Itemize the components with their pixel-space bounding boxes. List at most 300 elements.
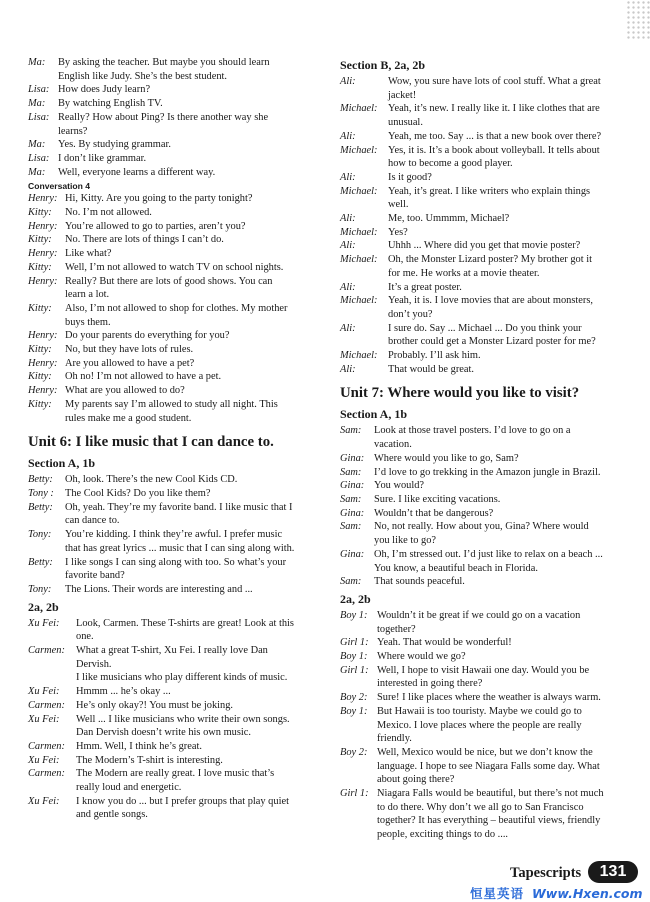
- speaker-name: Henry:: [28, 193, 58, 205]
- dialogue-line: [340, 466, 640, 480]
- speaker-name: [28, 288, 65, 302]
- dialogue-text: I sure do. Say ... Michael ... Do you think your: [388, 322, 582, 334]
- dialogue-block: [340, 75, 640, 376]
- speaker-name: Michael:: [340, 350, 378, 362]
- speaker-name: [340, 116, 388, 130]
- speaker-name: Michael:: [340, 226, 378, 238]
- dialogue-line: [28, 192, 328, 206]
- speaker-name: Xu Fei:: [28, 754, 60, 766]
- speaker-name: [340, 623, 377, 637]
- speaker-name: Boy 1:: [340, 705, 368, 717]
- dialogue-line: [28, 808, 328, 822]
- dialogue-line: [28, 795, 328, 809]
- dialogue-line: [28, 384, 328, 398]
- dialogue-line: [340, 253, 640, 267]
- dialogue-text: Uhhh ... Where did you get that movie poster?: [388, 240, 581, 252]
- dialogue-text: Well ... I like musicians who write their own songs.: [76, 713, 290, 725]
- dialogue-line: [28, 569, 328, 583]
- speaker-name: [340, 719, 377, 733]
- speaker-name: Kitty:: [28, 302, 52, 314]
- dialogue-line: [340, 732, 640, 746]
- dialogue-text: jacket!: [388, 89, 417, 101]
- speaker-name: [340, 677, 377, 691]
- dialogue-text: Hmmm ... he’s okay ...: [76, 686, 171, 698]
- dialogue-line: [28, 713, 328, 727]
- dialogue-text: The Modern are really great. I love music that’s: [76, 768, 275, 780]
- speaker-name: [28, 569, 65, 583]
- speaker-name: Sam:: [340, 425, 362, 437]
- dialogue-text: well.: [388, 199, 409, 211]
- speaker-name: Henry:: [28, 248, 58, 260]
- speaker-name: Gina:: [340, 452, 365, 464]
- dialogue-text: favorite band?: [65, 570, 125, 582]
- speaker-name: [340, 760, 377, 774]
- speaker-name: Ma:: [28, 57, 46, 68]
- section-title: 2a, 2b: [340, 591, 371, 606]
- dialogue-line: [28, 583, 328, 597]
- dialogue-line: [28, 699, 328, 713]
- dialogue-text: really loud and energetic.: [76, 782, 182, 794]
- dialogue-line: [340, 691, 640, 705]
- right-column: [340, 58, 640, 842]
- dialogue-text: language. I hope to see Niagara Falls some day. What: [377, 760, 600, 772]
- dialogue-text: How does Judy learn?: [58, 84, 151, 96]
- dialogue-text: Well, I’m not allowed to watch TV on school nights.: [65, 261, 284, 273]
- section-footer-label: Tapescripts: [510, 865, 582, 881]
- dialogue-text: No, not really. How about you, Gina? Where would: [374, 521, 589, 533]
- speaker-name: [340, 828, 377, 842]
- dialogue-text: one.: [76, 631, 94, 643]
- speaker-name: [28, 125, 58, 139]
- dialogue-text: that has great lyrics ... music that I can sing along with.: [65, 542, 295, 554]
- speaker-name: Xu Fei:: [28, 795, 60, 807]
- speaker-name: Gina:: [340, 548, 365, 560]
- speaker-name: Carmen:: [28, 740, 65, 752]
- dialogue-line: [340, 705, 640, 719]
- dialogue-text: I’d love to go trekking in the Amazon jungle in Brazil.: [374, 466, 601, 478]
- dialogue-text: Wow, you sure have lots of cool stuff. What a great: [388, 76, 601, 87]
- dialogue-text: together? It has everything – beautiful views, friendly: [377, 815, 601, 827]
- dialogue-line: [28, 83, 328, 97]
- dialogue-line: [28, 111, 328, 125]
- speaker-name: [28, 542, 65, 556]
- speaker-name: Betty:: [28, 501, 53, 513]
- dialogue-text: learn a lot.: [65, 289, 110, 301]
- speaker-name: [340, 562, 374, 576]
- dialogue-line: [340, 719, 640, 733]
- dialogue-text: Yes, it is. It’s a book about volleyball. It tells about: [388, 144, 600, 156]
- dialogue-text: What are you allowed to do?: [65, 385, 185, 397]
- dialogue-line: [28, 473, 328, 487]
- dialogue-text: you like to go?: [374, 535, 437, 547]
- dialogue-line: [28, 754, 328, 768]
- dialogue-text: buys them.: [65, 316, 111, 328]
- dialogue-line: [340, 801, 640, 815]
- dialogue-text: Dan Dervish doesn’t write his own music.: [76, 727, 251, 739]
- dialogue-text: By watching English TV.: [58, 98, 163, 110]
- dialogue-line: [340, 548, 640, 562]
- speaker-name: Gina:: [340, 480, 365, 492]
- dialogue-line: [340, 636, 640, 650]
- dialogue-text: Niagara Falls would be beautiful, but there’s not much: [377, 788, 604, 800]
- dialogue-line: [340, 650, 640, 664]
- speaker-name: Henry:: [28, 220, 58, 232]
- dialogue-text: together?: [377, 623, 416, 635]
- speaker-name: Xu Fei:: [28, 617, 60, 629]
- dialogue-text: Sure! I like places where the weather is always warm.: [377, 692, 601, 704]
- dialogue-line: [28, 166, 328, 180]
- dialogue-text: You’re allowed to go to parties, aren’t you?: [65, 220, 246, 232]
- speaker-name: Kitty:: [28, 398, 52, 410]
- page-number-badge: 131: [588, 861, 638, 883]
- dialogue-text: Yeah, it’s new. I really like it. I like clothes that are: [388, 103, 600, 115]
- dialogue-block: [28, 192, 328, 425]
- dialogue-line: [28, 528, 328, 542]
- dialogue-line: [340, 424, 640, 438]
- dialogue-text: Do your parents do everything for you?: [65, 330, 230, 342]
- speaker-name: Michael:: [340, 295, 378, 307]
- dialogue-line: [340, 787, 640, 801]
- dialogue-line: [340, 267, 640, 281]
- speaker-name: Michael:: [340, 254, 378, 266]
- dialogue-block: [340, 424, 640, 588]
- dialogue-line: [28, 542, 328, 556]
- dialogue-line: [28, 152, 328, 166]
- dialogue-line: [340, 322, 640, 336]
- dialogue-block: [28, 56, 328, 179]
- dialogue-line: [340, 452, 640, 466]
- dialogue-text: friendly.: [377, 733, 412, 745]
- dialogue-text: Wouldn’t that be dangerous?: [374, 507, 494, 519]
- dialogue-line: [28, 781, 328, 795]
- speaker-name: Carmen:: [28, 768, 65, 780]
- speaker-name: Betty:: [28, 556, 53, 568]
- dialogue-line: [28, 329, 328, 343]
- speaker-name: Ali:: [340, 171, 356, 183]
- speaker-name: Ali:: [340, 363, 356, 375]
- dialogue-line: [340, 664, 640, 678]
- section-title: Section A, 1b: [340, 407, 408, 422]
- dialogue-line: [28, 288, 328, 302]
- dialogue-text: You’re kidding. I think they’re awful. I prefer music: [65, 529, 283, 541]
- section-title: 2a, 2b: [28, 599, 59, 614]
- dialogue-text: Oh, look. There’s the new Cool Kids CD.: [65, 474, 238, 486]
- speaker-name: Kitty:: [28, 261, 52, 273]
- speaker-name: Sam:: [340, 521, 362, 533]
- dialogue-line: [340, 294, 640, 308]
- dialogue-text: can dance to.: [65, 515, 120, 527]
- dialogue-text: Oh, the Monster Lizard poster? My brother got it: [388, 254, 593, 266]
- dialogue-text: Also, I’m not allowed to shop for clothes. My mother: [65, 302, 288, 314]
- dialogue-text: Well, I hope to visit Hawaii one day. Would you be: [377, 664, 590, 676]
- speaker-name: [340, 438, 374, 452]
- dialogue-text: Yes. By studying grammar.: [58, 139, 171, 151]
- dialogue-line: [28, 343, 328, 357]
- speaker-name: Henry:: [28, 330, 58, 342]
- dialogue-line: [340, 609, 640, 623]
- speaker-name: Michael:: [340, 103, 378, 115]
- dialogue-text: Like what?: [65, 248, 112, 260]
- dialogue-line: [340, 335, 640, 349]
- dialogue-block: [28, 473, 328, 596]
- dialogue-line: [28, 767, 328, 781]
- speaker-name: Henry:: [28, 357, 58, 369]
- dialogue-text: to do there. Why don’t we all go to San Francisco: [377, 801, 584, 813]
- speaker-name: Sam:: [340, 576, 362, 588]
- dialogue-line: [28, 220, 328, 234]
- dialogue-line: [28, 398, 328, 412]
- dialogue-line: [340, 493, 640, 507]
- dialogue-text: Where would you like to go, Sam?: [374, 452, 519, 464]
- dialogue-text: My parents say I’m allowed to study all night. This: [65, 398, 278, 410]
- dialogue-text: That would be great.: [388, 363, 474, 375]
- dialogue-line: [340, 116, 640, 130]
- left-column: [28, 56, 328, 822]
- speaker-name: [28, 726, 76, 740]
- speaker-name: Tony:: [28, 583, 52, 595]
- watermark: [470, 884, 643, 902]
- speaker-name: [340, 267, 388, 281]
- dialogue-text: Look at those travel posters. I’d love to go on a: [374, 425, 571, 437]
- dialogue-line: [28, 501, 328, 515]
- speaker-name: [340, 89, 388, 103]
- dialogue-line: [28, 316, 328, 330]
- dialogue-line: [28, 658, 328, 672]
- dialogue-line: [340, 198, 640, 212]
- dialogue-line: [340, 828, 640, 842]
- watermark-cn: 恒星英语: [470, 886, 525, 901]
- dialogue-line: [28, 56, 328, 70]
- speaker-name: Xu Fei:: [28, 713, 60, 725]
- dialogue-text: Yeah, it’s great. I like writers who explain things: [388, 185, 591, 197]
- unit-title: Unit 6: I like music that I can dance to.: [28, 434, 274, 451]
- dialogue-text: Really? How about Ping? Is there another way she: [58, 111, 269, 123]
- dialogue-text: how to become a good player.: [388, 158, 513, 170]
- section-title: Section B, 2a, 2b: [340, 58, 426, 72]
- dialogue-line: [340, 226, 640, 240]
- speaker-name: Ali:: [340, 322, 356, 334]
- dialogue-line: [340, 349, 640, 363]
- dialogue-line: [28, 206, 328, 220]
- dialogue-line: [340, 308, 640, 322]
- dialogue-line: [340, 144, 640, 158]
- dialogue-line: [340, 746, 640, 760]
- speaker-name: [340, 814, 377, 828]
- dialogue-text: Dervish.: [76, 658, 112, 670]
- dialogue-line: [28, 261, 328, 275]
- speaker-name: Ma:: [28, 98, 46, 110]
- dialogue-line: [340, 534, 640, 548]
- dialogue-text: Well, Mexico would be nice, but we don’t know the: [377, 746, 593, 758]
- dialogue-line: [340, 562, 640, 576]
- dialogue-line: [28, 726, 328, 740]
- speaker-name: [28, 808, 76, 822]
- dialogue-text: Me, too. Ummmm, Michael?: [388, 213, 510, 225]
- dialogue-text: Is it good?: [388, 171, 432, 183]
- dialogue-line: [340, 814, 640, 828]
- dialogue-text: and gentle songs.: [76, 809, 148, 821]
- speaker-name: [340, 157, 388, 171]
- dialogue-line: [28, 630, 328, 644]
- speaker-name: [28, 671, 76, 685]
- speaker-name: [340, 773, 377, 787]
- dialogue-text: vacation.: [374, 439, 412, 451]
- dialogue-line: [340, 89, 640, 103]
- speaker-name: Ali:: [340, 76, 356, 87]
- section-title: Section A, 1b: [28, 456, 96, 471]
- dialogue-text: What a great T-shirt, Xu Fei. I really love Dan: [76, 645, 268, 657]
- dialogue-line: [340, 212, 640, 226]
- dialogue-line: [28, 487, 328, 501]
- dialogue-line: [28, 685, 328, 699]
- dialogue-line: [28, 412, 328, 426]
- dialogue-line: [28, 138, 328, 152]
- speaker-name: Ma:: [28, 166, 46, 178]
- dialogue-text: Yeah, me too. Say ... is that a new book over there?: [388, 130, 602, 142]
- dialogue-text: He’s only okay?! You must be joking.: [76, 699, 234, 711]
- dialogue-text: interested in going there?: [377, 678, 483, 690]
- dialogue-text: The Lions. Their words are interesting and ...: [65, 583, 253, 595]
- dialogue-text: Wouldn’t it be great if we could go on a vacation: [377, 609, 581, 621]
- speaker-name: Ali:: [340, 213, 356, 225]
- dialogue-text: Are you allowed to have a pet?: [65, 357, 195, 369]
- dialogue-line: [340, 130, 640, 144]
- speaker-name: Boy 2:: [340, 692, 368, 704]
- dialogue-text: I like songs I can sing along with too. So what’s your: [65, 556, 287, 568]
- speaker-name: Xu Fei:: [28, 686, 60, 698]
- speaker-name: Michael:: [340, 185, 378, 197]
- speaker-name: [28, 70, 58, 84]
- dialogue-text: It’s a great poster.: [388, 281, 462, 293]
- speaker-name: Girl 1:: [340, 788, 369, 800]
- watermark-url: Www.Hxen.com: [532, 886, 643, 901]
- dialogue-line: [340, 760, 640, 774]
- dialogue-line: [28, 644, 328, 658]
- speaker-name: [340, 335, 388, 349]
- dialogue-text: By asking the teacher. But maybe you should learn: [58, 57, 270, 68]
- dialogue-line: [28, 247, 328, 261]
- speaker-name: Tony :: [28, 487, 54, 499]
- speaker-name: [28, 630, 76, 644]
- speaker-name: Ali:: [340, 240, 356, 252]
- dialogue-text: You would?: [374, 480, 425, 492]
- dialogue-text: unusual.: [388, 117, 423, 129]
- speaker-name: [340, 308, 388, 322]
- dialogue-text: No. There are lots of things I can’t do.: [65, 234, 224, 246]
- unit-title: Unit 7: Where would you like to visit?: [340, 385, 580, 402]
- speaker-name: Gina:: [340, 507, 365, 519]
- speaker-name: [340, 732, 377, 746]
- dialogue-line: [340, 75, 640, 89]
- dialogue-line: [340, 185, 640, 199]
- dialogue-text: Yeah. That would be wonderful!: [377, 637, 512, 649]
- speaker-name: [28, 781, 76, 795]
- dialogue-text: The Cool Kids? Do you like them?: [65, 487, 211, 499]
- speaker-name: Henry:: [28, 275, 58, 287]
- speaker-name: Lisa:: [28, 152, 50, 164]
- speaker-name: [340, 198, 388, 212]
- dialogue-text: Sure. I like exciting vacations.: [374, 493, 501, 505]
- speaker-name: Ali:: [340, 130, 356, 142]
- dialogue-text: I don’t like grammar.: [58, 152, 147, 164]
- dialogue-line: [28, 70, 328, 84]
- dialogue-line: [340, 623, 640, 637]
- dialogue-text: Hi, Kitty. Are you going to the party tonight?: [65, 193, 253, 205]
- dialogue-line: [28, 671, 328, 685]
- speaker-name: Henry:: [28, 385, 58, 397]
- dialogue-line: [28, 370, 328, 384]
- speaker-name: [28, 658, 76, 672]
- dialogue-line: [340, 677, 640, 691]
- dialogue-line: [28, 357, 328, 371]
- speaker-name: Girl 1:: [340, 637, 369, 649]
- speaker-name: Kitty:: [28, 207, 52, 219]
- speaker-name: Carmen:: [28, 645, 65, 657]
- dialogue-line: [340, 479, 640, 493]
- dialogue-line: [340, 438, 640, 452]
- dialogue-text: don’t you?: [388, 308, 433, 320]
- dialogue-line: [340, 239, 640, 253]
- dialogue-line: [28, 302, 328, 316]
- dialogue-line: [28, 125, 328, 139]
- dialogue-text: Yeah, it is. I love movies that are about monsters,: [388, 295, 593, 307]
- dialogue-line: [340, 773, 640, 787]
- speaker-name: Boy 2:: [340, 746, 368, 758]
- dialogue-line: [28, 233, 328, 247]
- speaker-name: [340, 801, 377, 815]
- speaker-name: Carmen:: [28, 699, 65, 711]
- dialogue-text: No. I’m not allowed.: [65, 207, 152, 219]
- dialogue-line: [340, 102, 640, 116]
- dialogue-text: rules make me a good student.: [65, 412, 192, 424]
- dialogue-text: You know, a beautiful beach in Florida.: [374, 562, 538, 574]
- dialogue-text: Hmm. Well, I think he’s great.: [76, 740, 202, 752]
- speaker-name: Boy 1:: [340, 651, 368, 663]
- dialogue-text: Oh, I’m stressed out. I’d just like to relax on a beach ...: [374, 548, 603, 560]
- dialogue-text: Where would we go?: [377, 651, 466, 663]
- speaker-name: Girl 1:: [340, 664, 369, 676]
- dialogue-line: [340, 157, 640, 171]
- dialogue-line: [28, 514, 328, 528]
- conversation-label: Conversation 4: [28, 181, 91, 192]
- dialogue-text: Oh no! I’m not allowed to have a pet.: [65, 371, 222, 383]
- dialogue-text: But Hawaii is too touristy. Maybe we could go to: [377, 705, 582, 717]
- speaker-name: Sam:: [340, 493, 362, 505]
- dialogue-text: Look, Carmen. These T-shirts are great! Look at this: [76, 617, 294, 629]
- dialogue-text: Probably. I’ll ask him.: [388, 350, 481, 362]
- dialogue-line: [28, 740, 328, 754]
- dialogue-text: about going there?: [377, 774, 455, 786]
- dialogue-text: I know you do ... but I prefer groups that play quiet: [76, 795, 289, 807]
- speaker-name: Betty:: [28, 474, 53, 486]
- dialogue-text: That sounds peaceful.: [374, 576, 465, 588]
- corner-dot-pattern: [626, 0, 650, 40]
- speaker-name: [28, 316, 65, 330]
- speaker-name: Boy 1:: [340, 609, 368, 621]
- speaker-name: [28, 514, 65, 528]
- dialogue-text: Well, everyone learns a different way.: [58, 166, 216, 178]
- dialogue-line: [28, 556, 328, 570]
- dialogue-text: Yes?: [388, 226, 408, 238]
- dialogue-text: English like Judy. She’s the best student.: [58, 70, 228, 82]
- speaker-name: Kitty:: [28, 234, 52, 246]
- dialogue-text: for me. He works at a movie theater.: [388, 267, 540, 279]
- dialogue-line: [340, 171, 640, 185]
- dialogue-text: Oh, yeah. They’re my favorite band. I like music that I: [65, 501, 293, 513]
- dialogue-line: [340, 575, 640, 589]
- speaker-name: [28, 412, 65, 426]
- dialogue-text: I like musicians who play different kinds of music.: [76, 672, 288, 684]
